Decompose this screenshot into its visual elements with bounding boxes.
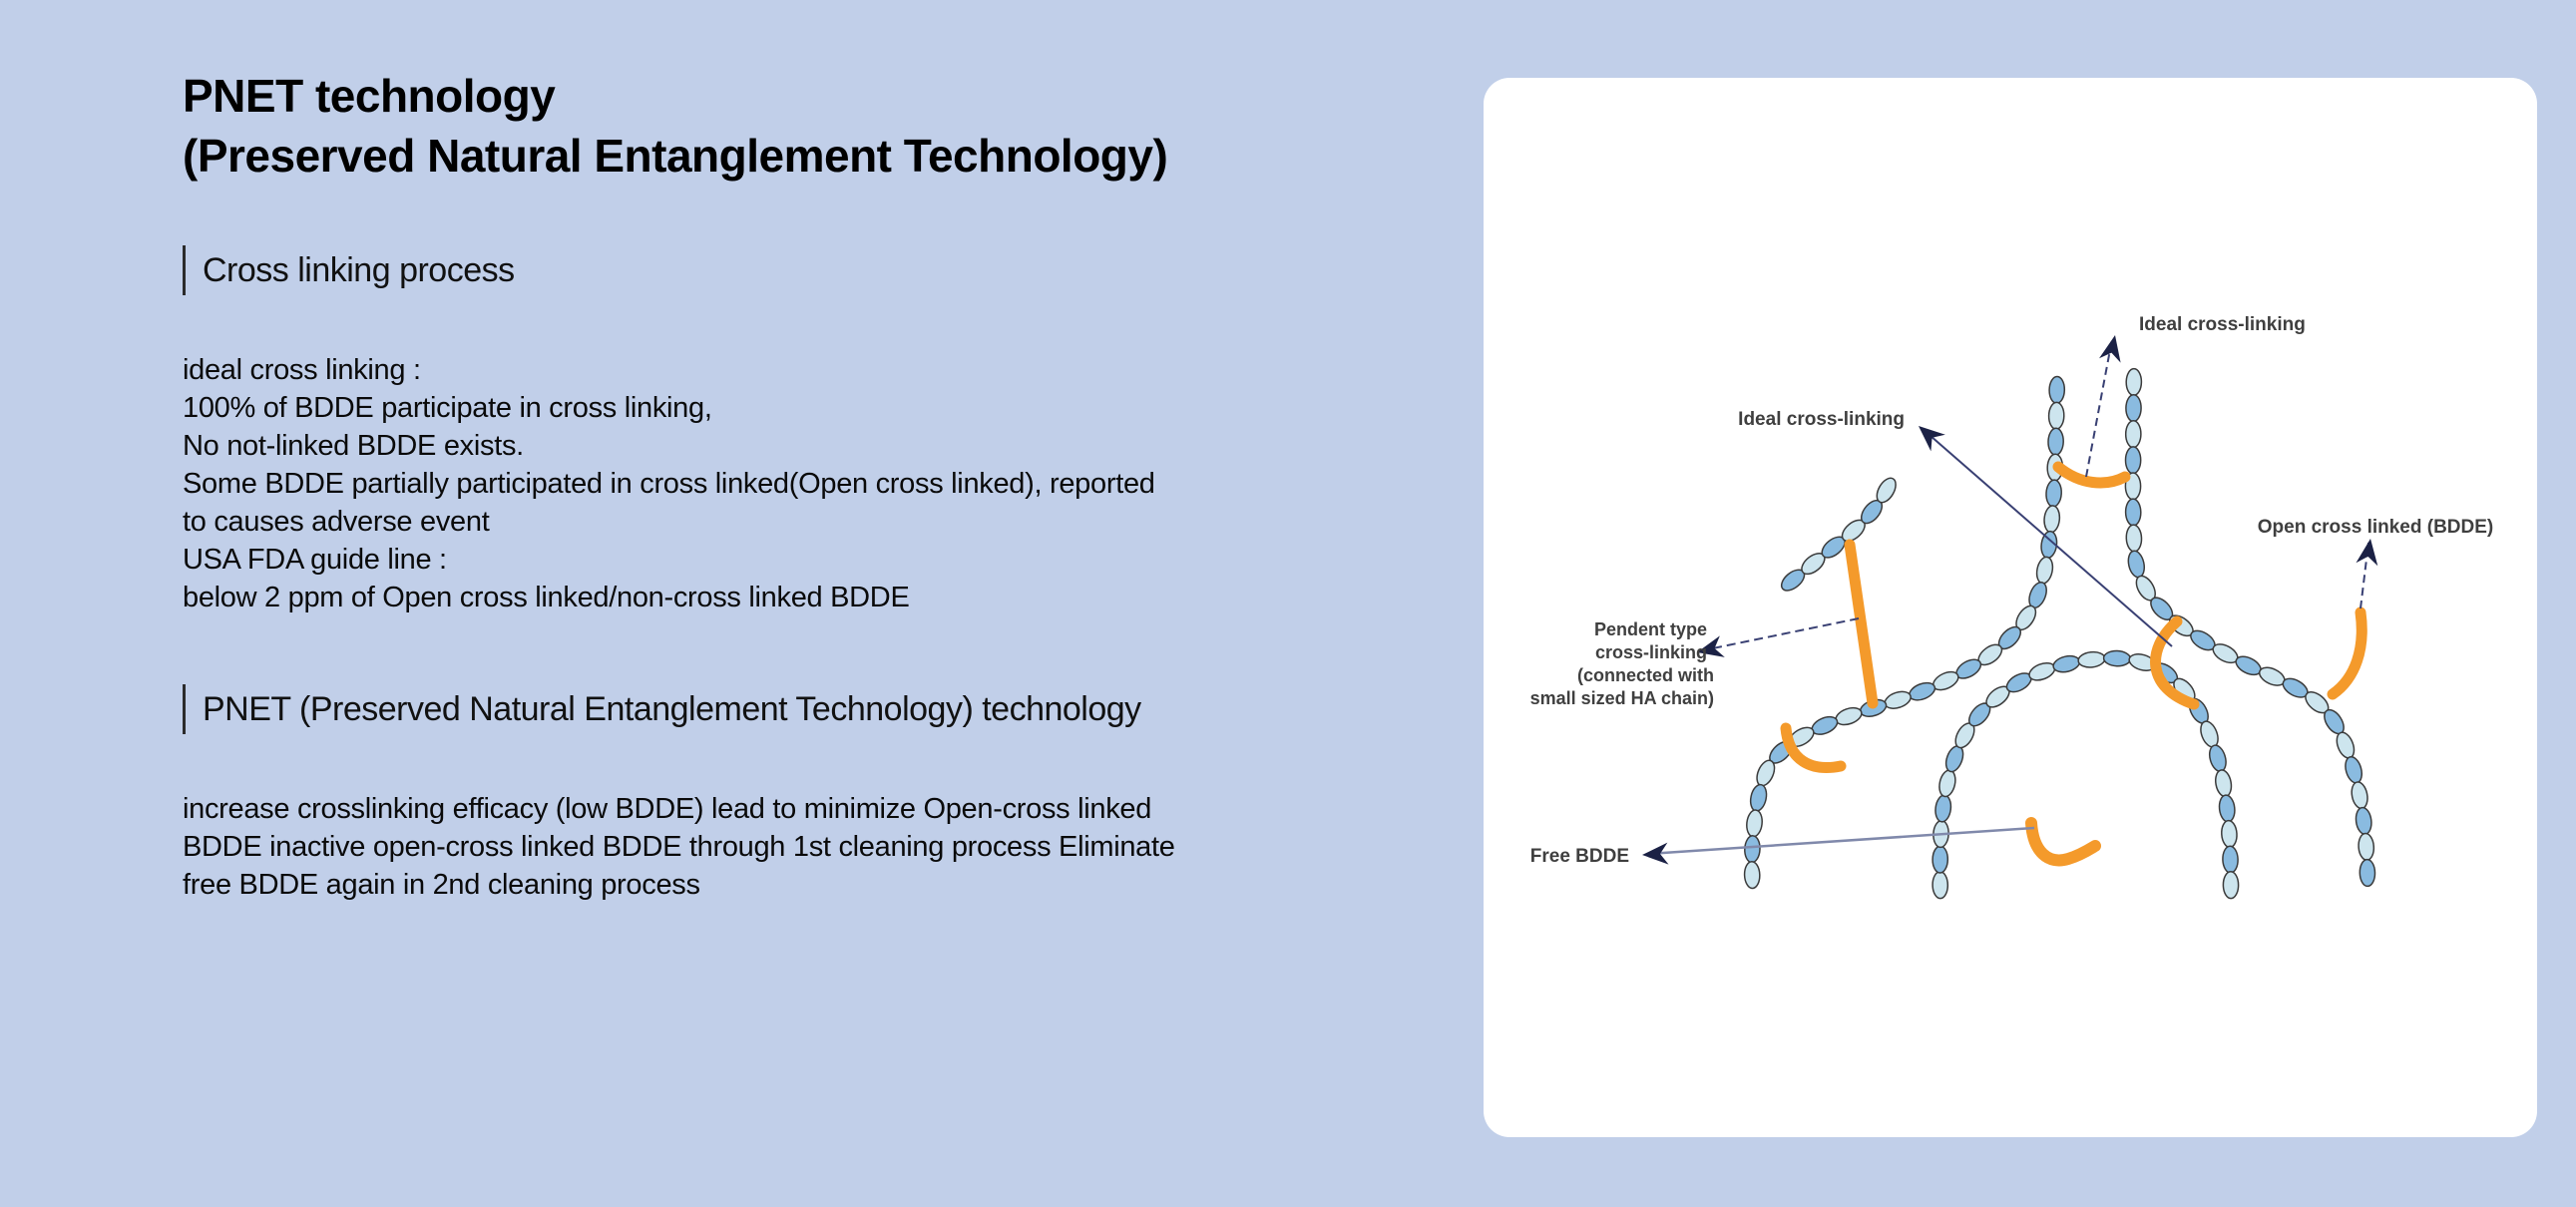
ha-bead: [2126, 369, 2142, 396]
ha-bead: [2358, 833, 2374, 861]
ha-bead: [2048, 428, 2064, 455]
ha-bead: [1942, 744, 1965, 774]
paragraph-line: Some BDDE partially participated in cross linked(Open cross linked), reported: [183, 468, 1155, 500]
cross-linking-paragraph: [183, 351, 1155, 616]
paragraph-line: increase crosslinking efficacy (low BDDE) lead to minimize Open-cross linked: [183, 793, 1152, 825]
label-pendant-line2: cross-linking: [1594, 642, 1707, 662]
ha-bead: [1934, 794, 1952, 822]
ideal-crosslink-segment: [2058, 467, 2125, 483]
section-heading-label: Cross linking process: [203, 250, 515, 289]
ha-bead: [2350, 781, 2369, 810]
section-heading-pnet: [183, 684, 1141, 734]
ha-bead: [2126, 395, 2141, 422]
pointer-line-ideal-top: [2086, 339, 2112, 477]
free-bdde-molecule: [2031, 823, 2095, 860]
pointer-line-pendant: [1703, 618, 1859, 650]
page-title-line1: PNET technology: [183, 70, 556, 122]
paragraph-line: to causes adverse event: [183, 506, 490, 538]
ha-bead: [1883, 688, 1913, 711]
ha-bead: [1745, 809, 1763, 837]
pointer-line-free-bdde: [1648, 828, 2034, 854]
label-free-bdde: Free BDDE: [1529, 846, 1629, 867]
heading-accent-bar: [183, 684, 186, 734]
ha-bead: [2223, 846, 2239, 873]
paragraph-line: BDDE inactive open-cross linked BDDE through 1st cleaning process Eliminate: [183, 831, 1175, 863]
ha-bead: [2045, 480, 2062, 508]
pendant-crosslink-segment: [1850, 545, 1873, 703]
ha-chain-right: [2125, 369, 2374, 887]
ha-bead: [2126, 421, 2141, 448]
diagram-card: [1484, 78, 2537, 1137]
ha-bead: [2343, 755, 2364, 785]
section-heading-label: PNET (Preserved Natural Entanglement Technology) technology: [203, 689, 1141, 728]
ha-bead: [2049, 376, 2065, 403]
ha-bead: [1932, 846, 1948, 873]
ha-bead: [2051, 653, 2081, 674]
heading-accent-bar: [183, 245, 186, 295]
ha-bead: [1932, 872, 1948, 899]
ha-bead: [2218, 794, 2236, 822]
ha-bead: [2043, 505, 2061, 533]
arrowhead-open-cross-icon: [2356, 537, 2380, 566]
ha-bead: [2360, 859, 2375, 886]
ha-bead: [2125, 447, 2140, 474]
page-title: [183, 66, 1167, 186]
ha-bead: [2355, 807, 2372, 835]
pnet-paragraph: [183, 790, 1175, 904]
label-pendant-line4: small sized HA chain): [1529, 688, 1714, 708]
paragraph-line: No not-linked BDDE exists.: [183, 430, 524, 462]
arrowhead-ideal-left-icon: [1912, 418, 1945, 452]
ha-bead: [2126, 525, 2142, 552]
label-pendant-line1: Pendent type: [1593, 619, 1707, 639]
section-heading-cross-linking: [183, 245, 515, 295]
ha-bead: [2034, 556, 2054, 585]
paragraph-line: USA FDA guide line :: [183, 544, 447, 576]
ha-bead: [2221, 820, 2238, 848]
paragraph-line: below 2 ppm of Open cross linked/non-cross linked BDDE: [183, 582, 910, 613]
label-open-cross-linked: Open cross linked (BDDE): [2257, 517, 2494, 538]
arrowhead-ideal-top-icon: [2099, 333, 2126, 363]
label-pendant-type: [1530, 619, 1714, 708]
crosslink-diagram: [1484, 78, 2537, 1137]
ha-bead: [2207, 743, 2229, 773]
page-title-line2: (Preserved Natural Entanglement Technology): [183, 130, 1168, 182]
ha-bead: [2126, 550, 2147, 579]
ha-bead: [2077, 650, 2105, 668]
arrowhead-free-bdde-icon: [1641, 843, 1668, 866]
label-pendant-line3: (connected with: [1576, 665, 1714, 685]
ha-bead: [2103, 650, 2130, 666]
ha-bead: [1937, 769, 1958, 798]
paragraph-line: free BDDE again in 2nd cleaning process: [183, 869, 700, 901]
ha-bead: [1744, 835, 1760, 862]
label-ideal-crosslinking-top: Ideal cross-linking: [2139, 314, 2306, 335]
ha-bead: [1834, 704, 1864, 727]
ha-bead: [2048, 402, 2064, 429]
paragraph-line: ideal cross linking :: [183, 354, 421, 386]
open-crosslink-curl-right: [2333, 612, 2361, 694]
paragraph-line: 100% of BDDE participate in cross linking,: [183, 392, 712, 424]
ha-bead: [1744, 861, 1760, 888]
ha-chain-pendant: [1778, 475, 1900, 595]
label-ideal-crosslinking-left: Ideal cross-linking: [1738, 409, 1905, 430]
ha-bead: [2334, 730, 2358, 760]
ha-bead: [2214, 769, 2234, 798]
ha-bead: [2223, 872, 2238, 899]
ha-chain-left: [1744, 376, 2064, 888]
ha-chain-dome: [1932, 650, 2239, 899]
ha-bead: [1748, 783, 1768, 812]
ha-bead: [2125, 499, 2141, 526]
diagram-overlays: [1530, 314, 2494, 867]
